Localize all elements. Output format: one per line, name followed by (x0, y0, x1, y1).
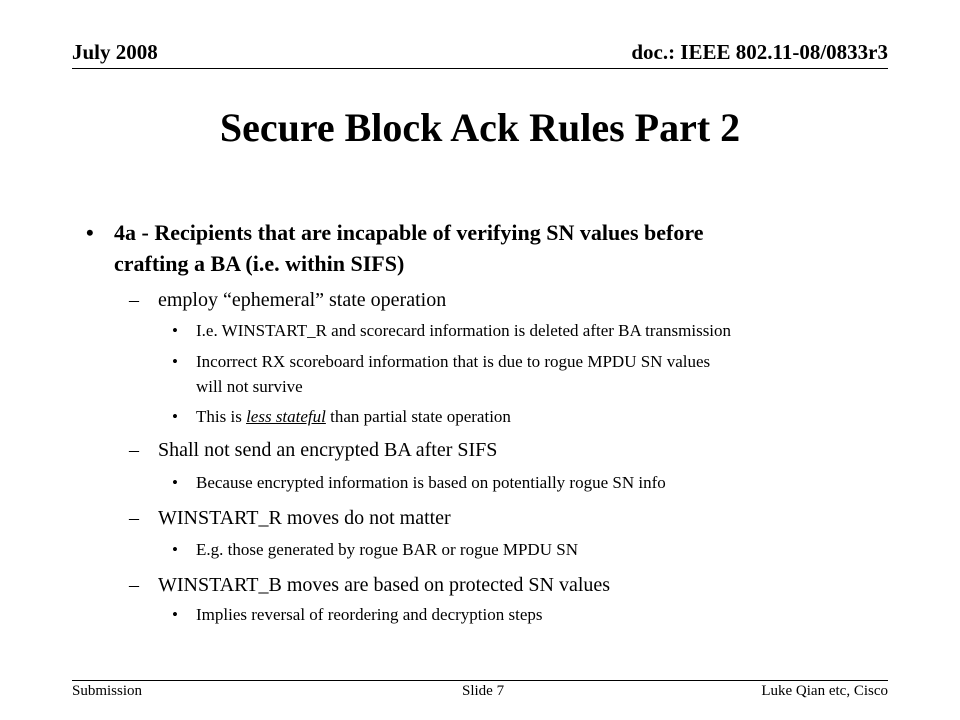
detail-rogue-sn-info: Because encrypted information is based on potentially rogue SN info (196, 473, 666, 492)
header-date: July 2008 (72, 40, 158, 64)
footer-author: Luke Qian etc, Cisco (761, 683, 888, 699)
dot-marker: • (172, 321, 178, 340)
dash-marker: – (129, 507, 139, 529)
detail-rogue-bar: E.g. those generated by rogue BAR or rogue MPDU SN (196, 540, 578, 559)
detail-reordering-reversal: Implies reversal of reordering and decryption steps (196, 605, 543, 624)
sub-item-winstart-r: WINSTART_R moves do not matter (158, 507, 451, 529)
dot-marker: • (172, 473, 178, 492)
dot-marker: • (172, 605, 178, 624)
bullet-marker: • (86, 220, 94, 245)
dash-marker: – (129, 439, 139, 461)
bullet-text-line2: crafting a BA (i.e. within SIFS) (114, 251, 405, 276)
footer-slide-number: Slide 7 (462, 683, 505, 699)
detail-text-post: than partial state operation (325, 407, 511, 426)
sub-item-winstart-b: WINSTART_B moves are based on protected SN values (158, 574, 611, 596)
detail-scoreboard-line2: will not survive (196, 377, 303, 396)
footer-rule (72, 680, 888, 681)
dot-marker: • (172, 540, 178, 559)
sub-item-no-encrypted-ba: Shall not send an encrypted BA after SIFS (158, 439, 498, 461)
dot-marker: • (172, 352, 178, 371)
header-doc-id: doc.: IEEE 802.11-08/0833r3 (631, 40, 888, 64)
detail-scoreboard-line1: Incorrect RX scoreboard information that is due to rogue MPDU SN values (196, 352, 711, 371)
detail-text-emphasis: less stateful (246, 407, 326, 426)
footer-submission: Submission (72, 683, 143, 699)
dash-marker: – (129, 574, 139, 596)
slide-title: Secure Block Ack Rules Part 2 (219, 105, 741, 150)
dot-marker: • (172, 407, 178, 426)
sub-item-ephemeral: employ “ephemeral” state operation (158, 289, 447, 311)
bullet-text-line1: 4a - Recipients that are incapable of verifying SN values before (114, 220, 704, 245)
dash-marker: – (129, 289, 139, 311)
detail-less-stateful (196, 407, 511, 427)
detail-text-pre: This is (196, 407, 247, 426)
detail-winstart-deleted: I.e. WINSTART_R and scorecard information is deleted after BA transmission (196, 321, 732, 340)
